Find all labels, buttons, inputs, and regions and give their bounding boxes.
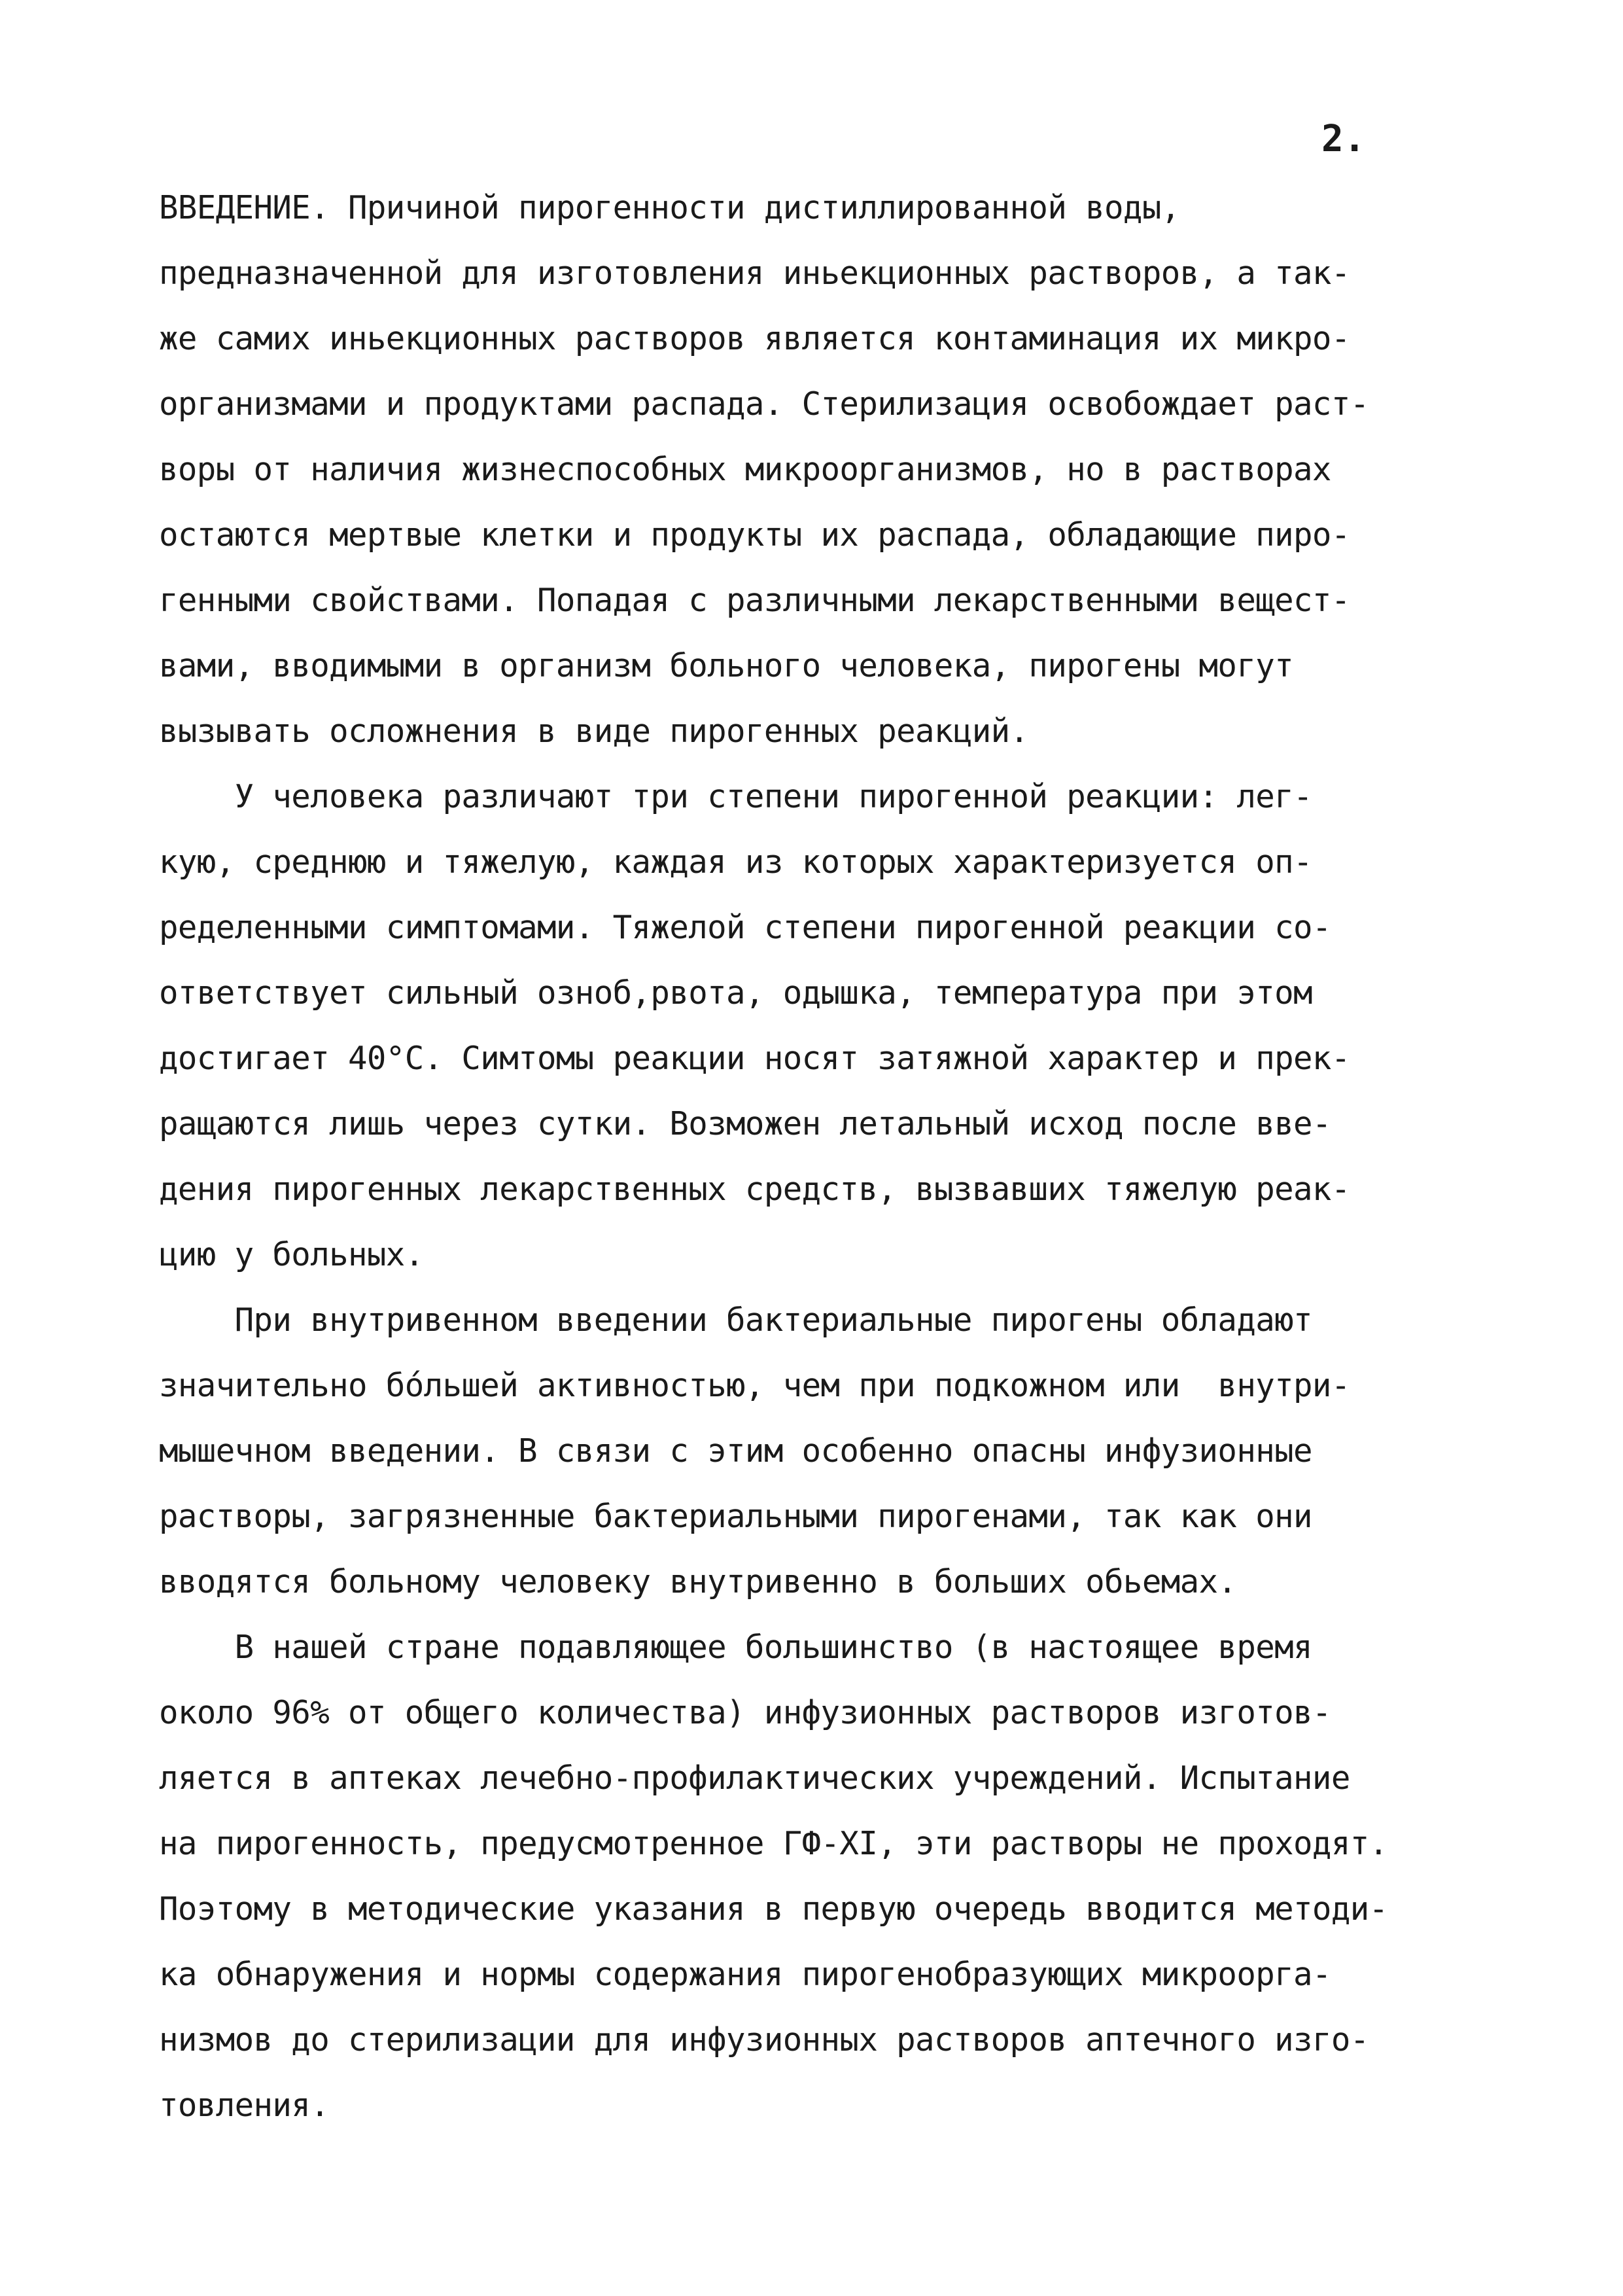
text-line: около 96% от общего количества) инфузионных растворов изготов-	[159, 1694, 1331, 1731]
text-line: ляется в аптеках лечебно-профилактических учреждений. Испытание	[159, 1759, 1350, 1797]
text-line: При внутривенном введении бактериальные пирогены обладают	[159, 1301, 1312, 1339]
text-line: вызывать осложнения в виде пирогенных реакций.	[159, 713, 1029, 750]
text-line: ответствует сильный озноб,рвота, одышка, температура при этом	[159, 974, 1312, 1012]
text-line: цию у больных.	[159, 1236, 424, 1273]
paragraph-reaction-degrees	[159, 764, 1461, 1288]
text-line: предназначенной для изготовления иньекционных растворов, а так-	[159, 255, 1350, 292]
text-line: остаются мертвые клетки и продукты их распада, обладающие пиро-	[159, 516, 1350, 554]
paragraph-introduction	[159, 175, 1461, 764]
text-line: ределенными симптомами. Тяжелой степени пирогенной реакции со-	[159, 909, 1331, 946]
paragraph-pharmacies	[159, 1615, 1461, 2138]
text-line: дения пирогенных лекарственных средств, вызвавших тяжелую реак-	[159, 1171, 1350, 1208]
page-number: 2.	[1321, 118, 1366, 160]
text-line: В нашей стране подавляющее большинство (в настоящее время	[159, 1629, 1312, 1666]
text-line: на пирогенность, предусмотренное ГФ-XI, эти растворы не проходят.	[159, 1825, 1388, 1862]
text-line: У человека различают три степени пирогенной реакции: лег-	[159, 778, 1312, 815]
text-line: растворы, загрязненные бактериальными пирогенами, так как они	[159, 1498, 1312, 1535]
text-line: Поэтому в методические указания в первую очередь вводится методи-	[159, 1890, 1388, 1928]
text-line: достигает 40°C. Симтомы реакции носят затяжной характер и прек-	[159, 1040, 1350, 1077]
text-line: низмов до стерилизации для инфузионных растворов аптечного изго-	[159, 2021, 1369, 2058]
text-line: ВВЕДЕНИЕ. Причиной пирогенности дистиллированной воды,	[159, 189, 1180, 226]
text-line: организмами и продуктами распада. Стерилизация освобождает раст-	[159, 385, 1369, 423]
text-line: вами, вводимыми в организм больного человека, пирогены могут	[159, 647, 1294, 684]
text-line: товления.	[159, 2087, 330, 2124]
text-line: ращаются лишь через сутки. Возможен летальный исход после вве-	[159, 1105, 1331, 1142]
paragraph-intravenous	[159, 1288, 1461, 1615]
text-line: же самих иньекционных растворов является контаминация их микро-	[159, 320, 1350, 357]
text-line: воры от наличия жизнеспособных микроорганизмов, но в растворах	[159, 451, 1331, 488]
body-text	[159, 175, 1461, 2138]
text-line: вводятся больному человеку внутривенно в больших обьемах.	[159, 1563, 1237, 1600]
text-line: кую, среднюю и тяжелую, каждая из которых характеризуется оп-	[159, 843, 1312, 881]
text-line: мышечном введении. В связи с этим особенно опасны инфузионные	[159, 1432, 1312, 1470]
text-line: ка обнаружения и нормы содержания пирогенобразующих микроорга-	[159, 1956, 1331, 1993]
text-line: генными свойствами. Попадая с различными лекарственными вещест-	[159, 582, 1350, 619]
text-line: значительно бо́льшей активностью, чем при подкожном или внутри-	[159, 1367, 1350, 1404]
